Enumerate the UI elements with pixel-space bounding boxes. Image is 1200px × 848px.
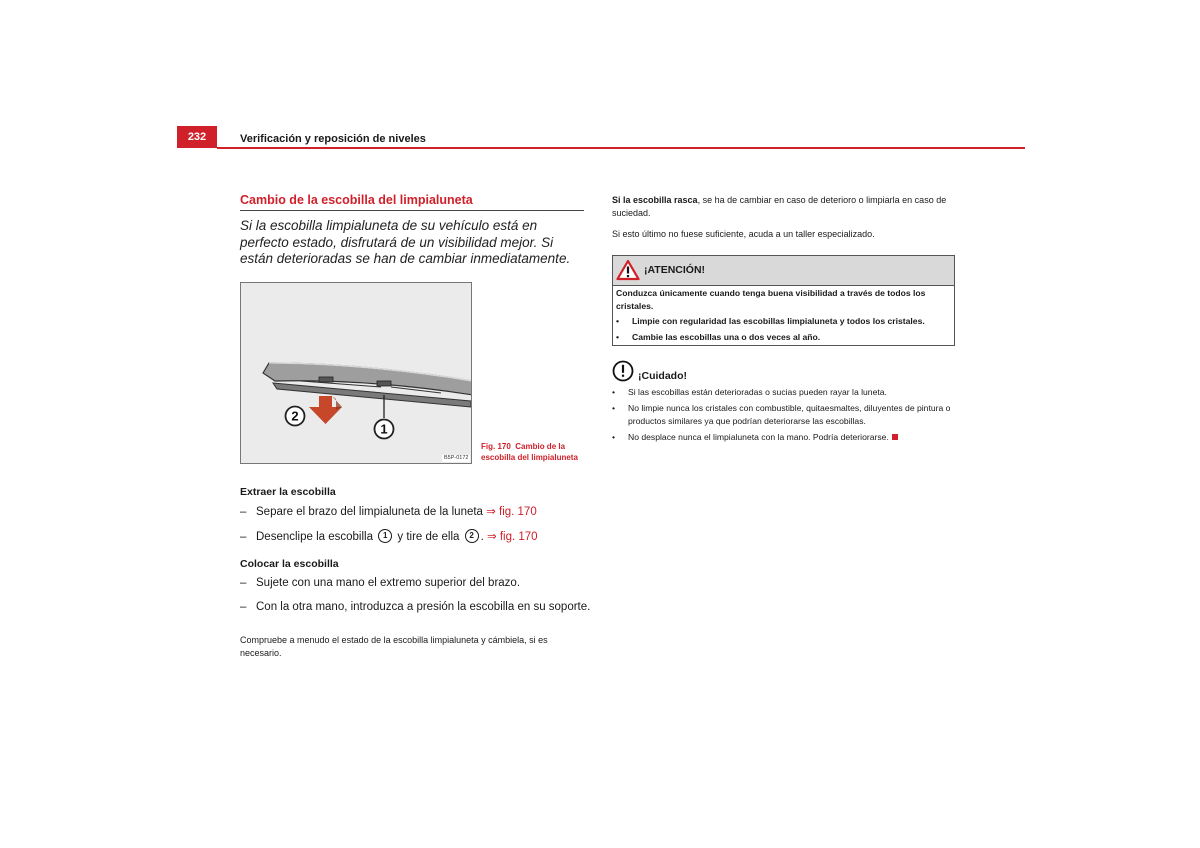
remove-step-1: – Separe el brazo del limpialuneta de la luneta ⇒ fig. 170 xyxy=(240,506,537,518)
workshop-paragraph: Si esto último no fuese suficiente, acuda a un taller especializado. xyxy=(612,229,875,239)
header-rule xyxy=(217,147,1025,149)
warning-title: ¡ATENCIÓN! xyxy=(644,264,706,276)
warning-box xyxy=(612,255,955,346)
callout-2: 2 xyxy=(291,408,299,424)
page-number: 232 xyxy=(177,126,217,148)
callout-marker-1: 1 xyxy=(378,529,392,543)
wiper-illustration xyxy=(241,283,472,464)
warning-triangle-icon xyxy=(616,259,640,281)
install-heading: Colocar la escobilla xyxy=(240,558,339,570)
caution-exclamation-icon xyxy=(612,360,634,382)
callout-1: 1 xyxy=(380,421,388,437)
arrow-down-icon xyxy=(309,396,342,424)
header-title: Verificación y reposición de niveles xyxy=(240,133,426,145)
remove-step-2: – Desenclipe la escobilla 1 y tire de ella 2 . ⇒ fig. 170 xyxy=(240,529,538,544)
caution-list xyxy=(612,386,960,447)
callout-marker-2: 2 xyxy=(465,529,479,543)
figure-caption-label: Fig. 170 xyxy=(481,442,511,451)
figure-reference-link[interactable]: ⇒ fig. 170 xyxy=(487,531,538,543)
warning-header xyxy=(613,256,954,286)
intro-paragraph: Si la escobilla limpialuneta de su vehículo está en perfecto estado, disfrutará de un visibilidad mejor. Si están deterioradas se han de cambiar inmediatamente. xyxy=(240,218,571,266)
section-rule xyxy=(240,210,584,211)
figure-code: B5P-0172 xyxy=(444,455,469,461)
warning-text: Conduzca únicamente cuando tenga buena visibilidad a través de todos los cristales. xyxy=(616,288,926,311)
install-step-1: – Sujete con una mano el extremo superior del brazo. xyxy=(240,577,521,589)
warning-body xyxy=(616,287,952,343)
section-title: Cambio de la escobilla del limpialuneta xyxy=(240,193,473,207)
end-of-section-icon xyxy=(892,434,898,440)
caution-item: • No desplace nunca el limpialuneta con la mano. Podría deteriorarse. xyxy=(612,431,960,444)
scratch-paragraph: Si la escobilla rasca, se ha de cambiar en caso de deterioro o limpiarla en caso de suciedad. xyxy=(612,195,947,218)
maintenance-note: Compruebe a menudo el estado de la escobilla limpialuneta y cámbiela, si es necesario. xyxy=(240,635,548,658)
caution-item: • No limpie nunca los cristales con combustible, quitaesmaltes, diluyentes de pintura o productos similares ya que podrían deteriorarse las escobillas. xyxy=(612,403,951,426)
warning-item: • Cambie las escobillas una o dos veces al año. xyxy=(616,331,821,342)
warning-item: • Limpie con regularidad las escobillas limpialuneta y todos los cristales. xyxy=(616,316,925,326)
install-step-2: – Con la otra mano, introduzca a presión la escobilla en su soporte. xyxy=(240,601,591,613)
remove-heading: Extraer la escobilla xyxy=(240,486,336,498)
figure-170 xyxy=(240,282,472,464)
caution-title: ¡Cuidado! xyxy=(638,370,687,382)
figure-reference-link[interactable]: ⇒ fig. 170 xyxy=(486,506,537,518)
figure-caption xyxy=(481,442,591,463)
figure-caption-text: Cambio de la escobilla del limpialuneta xyxy=(481,442,578,462)
caution-item: • Si las escobillas están deterioradas o sucias pueden rayar la luneta. xyxy=(612,387,887,397)
